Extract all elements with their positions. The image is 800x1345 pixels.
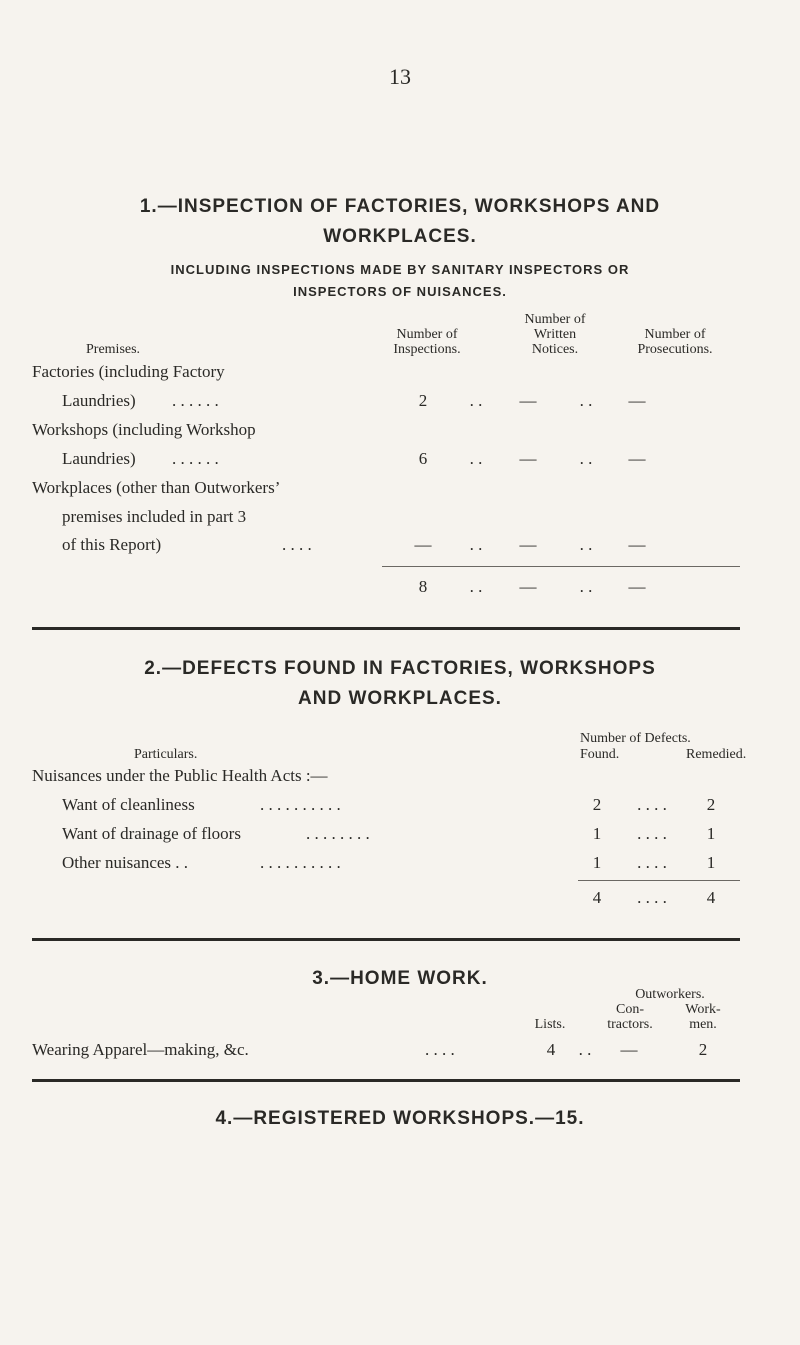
particulars-header: Particulars.: [134, 747, 198, 762]
page-number: 13: [389, 64, 411, 89]
wearing-apparel-contractors: —: [620, 1040, 638, 1059]
cleanliness-label: Want of cleanliness: [62, 795, 195, 814]
section-divider: [32, 627, 740, 630]
workplaces-inspections: —: [414, 535, 432, 554]
workplaces-notices: —: [519, 535, 537, 554]
other-nuisances-sep: . . . .: [637, 853, 667, 872]
contractors-header-l2: tractors.: [607, 1017, 653, 1032]
notices-header-l3: Notices.: [531, 342, 579, 357]
factories-leader: . . . . . .: [172, 391, 219, 410]
factories-notices: —: [519, 391, 537, 410]
found-header: Found.: [580, 747, 620, 762]
drainage-leader: . . . . . . . .: [306, 824, 370, 843]
section3-title: 3.—HOME WORK.: [312, 968, 488, 989]
workplaces-sep2: . .: [579, 535, 593, 554]
section1-title-line2: WORKPLACES.: [323, 226, 477, 247]
section-divider: [32, 1079, 740, 1082]
factories-label-l1: Factories (including Factory: [32, 362, 225, 381]
drainage-remedied: 1: [706, 824, 716, 843]
wearing-apparel-label: Wearing Apparel—making, &c.: [32, 1040, 249, 1059]
inspections-header-l2: Inspections.: [393, 342, 461, 357]
other-nuisances-leader: . . . . . . . . . .: [260, 853, 341, 872]
other-nuisances-found: 1: [592, 853, 602, 872]
workshops-label-l1: Workshops (including Workshop: [32, 420, 256, 439]
section2-title-line2: AND WORKPLACES.: [298, 688, 502, 709]
lists-header: Lists.: [534, 1017, 566, 1032]
prosecutions-header-l1: Number of: [644, 327, 706, 342]
section1-total-notices: —: [519, 577, 537, 596]
defects-group-header: Number of Defects.: [580, 731, 691, 746]
wearing-apparel-workmen: 2: [698, 1040, 708, 1059]
other-nuisances-remedied: 1: [706, 853, 716, 872]
section1-subtitle-line2: INSPECTORS OF NUISANCES.: [293, 284, 507, 299]
workshops-sep1: . .: [469, 449, 483, 468]
workshops-leader: . . . . . .: [172, 449, 219, 468]
workplaces-label-l3: of this Report): [62, 535, 162, 554]
section4-title: 4.—REGISTERED WORKSHOPS.—15.: [215, 1108, 585, 1129]
workplaces-sep1: . .: [469, 535, 483, 554]
remedied-header: Remedied.: [686, 747, 747, 762]
wearing-apparel-lists: 4: [546, 1040, 556, 1059]
workshops-inspections: 6: [418, 449, 428, 468]
notices-header-l2: Written: [533, 327, 577, 342]
workplaces-prosecutions: —: [628, 535, 646, 554]
section2-total-found: 4: [592, 888, 602, 907]
factories-label-l2: Laundries): [62, 391, 136, 410]
wearing-apparel-sep: . .: [578, 1040, 592, 1059]
drainage-found: 1: [592, 824, 602, 843]
workshops-prosecutions: —: [628, 449, 646, 468]
workmen-header-l2: men.: [689, 1017, 717, 1032]
section2-title-line1: 2.—DEFECTS FOUND IN FACTORIES, WORKSHOPS: [144, 658, 656, 679]
section1-title-line1: 1.—INSPECTION OF FACTORIES, WORKSHOPS AND: [139, 196, 661, 217]
workplaces-leader: . . . .: [282, 535, 312, 554]
section2-total-remedied: 4: [706, 888, 716, 907]
section1-total-sep1: . .: [469, 577, 483, 596]
section2-total-rule: [578, 880, 740, 881]
cleanliness-found: 2: [592, 795, 602, 814]
drainage-sep: . . . .: [637, 824, 667, 843]
drainage-label: Want of drainage of floors: [62, 824, 241, 843]
inspections-header-l1: Number of: [396, 327, 458, 342]
section2-total-sep: . . . .: [637, 888, 667, 907]
section1-total-sep2: . .: [579, 577, 593, 596]
factories-inspections: 2: [418, 391, 428, 410]
workplaces-label-l2: premises included in part 3: [62, 507, 247, 526]
workmen-header-l1: Work-: [685, 1002, 721, 1017]
premises-header: Premises.: [86, 342, 141, 357]
cleanliness-sep: . . . .: [637, 795, 667, 814]
workplaces-label-l1: Workplaces (other than Outworkers’: [32, 478, 281, 497]
section1-subtitle-line1: INCLUDING INSPECTIONS MADE BY SANITARY INSPECTORS OR: [170, 262, 630, 277]
factories-sep2: . .: [579, 391, 593, 410]
other-nuisances-label: Other nuisances . .: [62, 853, 189, 872]
workshops-sep2: . .: [579, 449, 593, 468]
section1-total-rule: [382, 566, 740, 567]
cleanliness-remedied: 2: [706, 795, 716, 814]
wearing-apparel-leader: . . . .: [425, 1040, 455, 1059]
notices-header-l1: Number of: [524, 312, 586, 327]
contractors-header-l1: Con-: [616, 1002, 644, 1017]
cleanliness-leader: . . . . . . . . . .: [260, 795, 341, 814]
section1-total-inspections: 8: [418, 577, 428, 596]
factories-sep1: . .: [469, 391, 483, 410]
factories-prosecutions: —: [628, 391, 646, 410]
workshops-notices: —: [519, 449, 537, 468]
workshops-label-l2: Laundries): [62, 449, 136, 468]
section-divider: [32, 938, 740, 941]
nuisances-intro: Nuisances under the Public Health Acts :—: [32, 766, 328, 785]
section1-total-prosecutions: —: [628, 577, 646, 596]
prosecutions-header-l2: Prosecutions.: [637, 342, 713, 357]
outworkers-header: Outworkers.: [635, 987, 705, 1002]
